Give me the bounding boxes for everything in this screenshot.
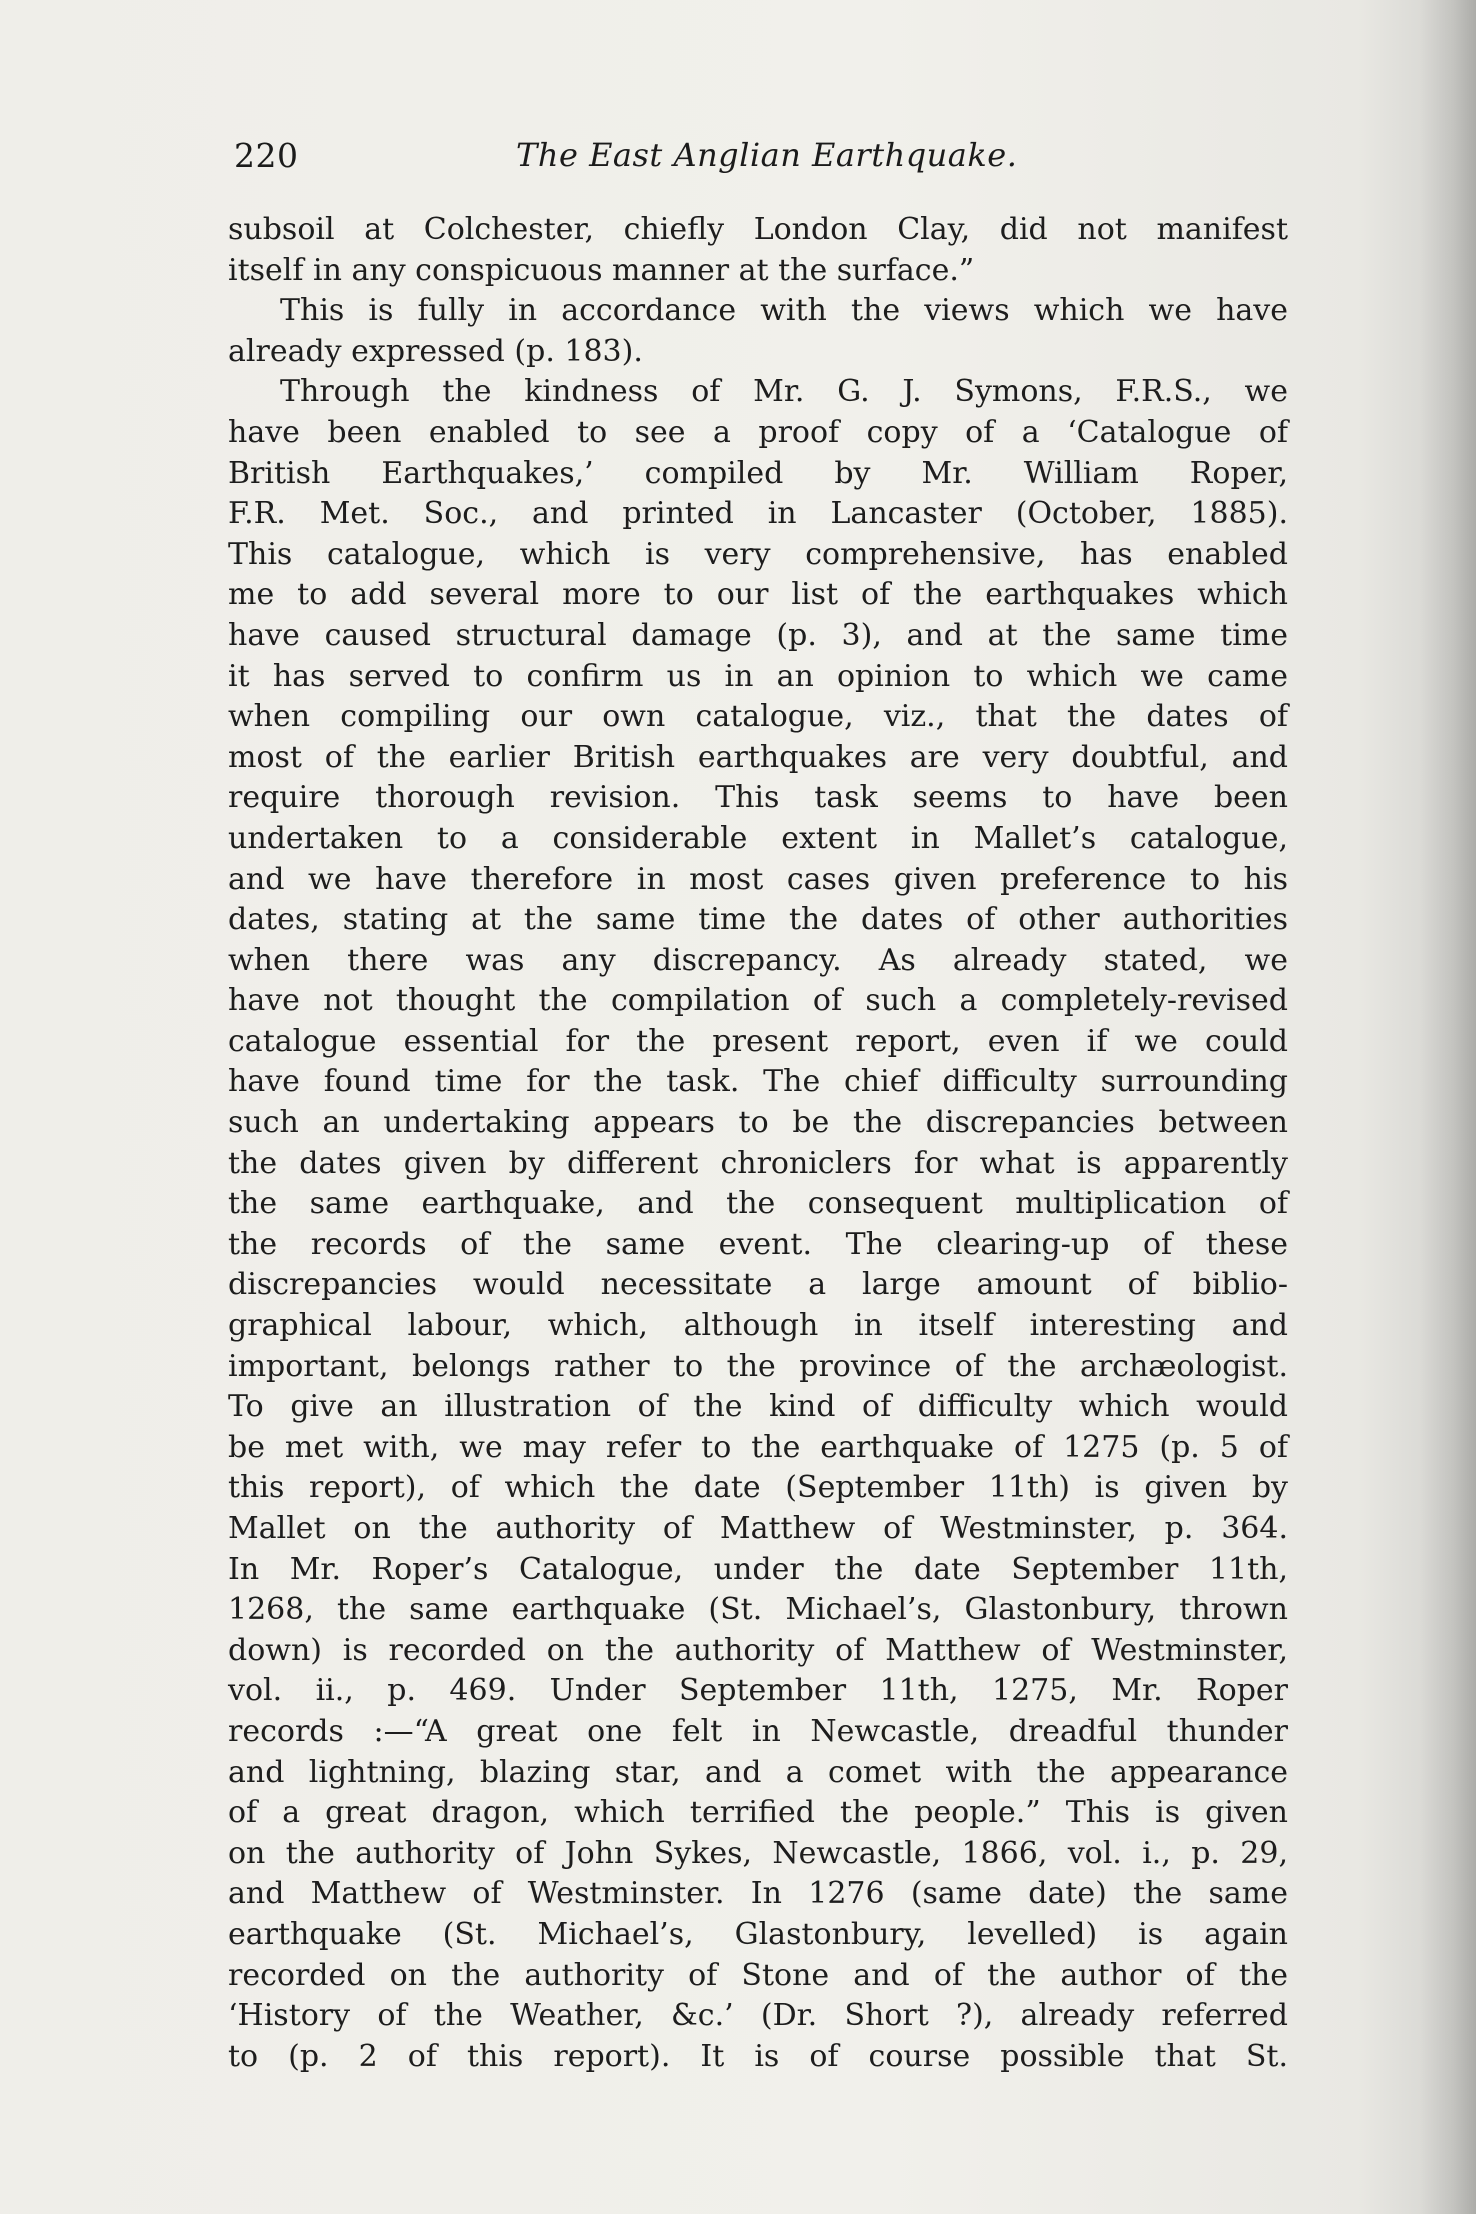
text-line: vol. ii., p. 469. Under September 11th, 1275, Mr. Roper — [228, 1673, 1288, 1709]
text-line: have not thought the compilation of such a completely-revised — [228, 983, 1288, 1019]
page-number: 220 — [234, 136, 299, 175]
text-line: to (p. 2 of this report). It is of course possible that St. — [228, 2038, 1288, 2074]
text-line: down) is recorded on the authority of Matthew of Westminster, — [228, 1632, 1288, 1668]
body-text — [228, 210, 1288, 2077]
text-line: already expressed (p. 183). — [228, 333, 643, 369]
text-line: Through the kindness of Mr. G. J. Symons, F.R.S., we — [280, 374, 1288, 410]
text-line: 1268, the same earthquake (St. Michael’s, Glastonbury, thrown — [228, 1592, 1288, 1628]
text-line: records :—“A great one felt in Newcastle, dreadful thunder — [228, 1713, 1288, 1749]
text-line: me to add several more to our list of the earthquakes which — [228, 577, 1288, 613]
text-line: of a great dragon, which terrified the people.” This is given — [228, 1795, 1288, 1831]
text-line: such an undertaking appears to be the discrepancies between — [228, 1105, 1288, 1141]
text-line: earthquake (St. Michael’s, Glastonbury, levelled) is again — [228, 1916, 1288, 1952]
text-line: dates, stating at the same time the dates of other authorities — [228, 902, 1288, 938]
text-line: and lightning, blazing star, and a comet with the appearance — [228, 1754, 1288, 1790]
text-line: it has served to confirm us in an opinion to which we came — [228, 658, 1288, 694]
text-line: important, belongs rather to the province of the archæologist. — [228, 1348, 1288, 1384]
text-line: British Earthquakes,’ compiled by Mr. William Roper, — [228, 455, 1288, 491]
text-line: require thorough revision. This task seems to have been — [228, 780, 1288, 816]
text-line: This is fully in accordance with the views which we have — [280, 293, 1288, 329]
text-line: subsoil at Colchester, chiefly London Clay, did not manifest — [228, 212, 1288, 247]
text-line: graphical labour, which, although in itself interesting and — [228, 1308, 1288, 1344]
text-line: have found time for the task. The chief difficulty surrounding — [228, 1064, 1288, 1100]
text-line: This catalogue, which is very comprehensive, has enabled — [228, 536, 1288, 572]
text-line: Mallet on the authority of Matthew of Westminster, p. 364. — [228, 1511, 1288, 1546]
text-line: recorded on the authority of Stone and of the author of the — [228, 1957, 1288, 1993]
text-line: undertaken to a considerable extent in Mallet’s catalogue, — [228, 820, 1288, 856]
text-line: and Matthew of Westminster. In 1276 (same date) the same — [228, 1876, 1288, 1912]
text-line: when there was any discrepancy. As already stated, we — [228, 942, 1288, 978]
page-header — [234, 132, 1286, 188]
text-line: To give an illustration of the kind of difficulty which would — [228, 1389, 1288, 1425]
text-line: the records of the same event. The clearing-up of these — [228, 1226, 1288, 1262]
text-line: this report), of which the date (September 11th) is given by — [228, 1470, 1288, 1506]
text-line: ‘History of the Weather, &c.’ (Dr. Short ?), already referred — [228, 1998, 1288, 2034]
text-line: when compiling our own catalogue, viz., that the dates of — [228, 699, 1288, 735]
text-line: have been enabled to see a proof copy of a ‘Catalogue of — [228, 414, 1288, 450]
text-line: the dates given by different chroniclers for what is apparently — [228, 1145, 1288, 1181]
text-line: most of the earlier British earthquakes are very doubtful, and — [228, 739, 1288, 775]
text-line: on the authority of John Sykes, Newcastle, 1866, vol. i., p. 29, — [228, 1835, 1288, 1871]
text-line: catalogue essential for the present report, even if we could — [228, 1023, 1288, 1059]
text-line: F.R. Met. Soc., and printed in Lancaster (October, 1885). — [228, 496, 1288, 532]
binding-gutter-shadow — [1420, 0, 1476, 2214]
text-line: In Mr. Roper’s Catalogue, under the date September 11th, — [228, 1551, 1288, 1587]
text-line: the same earthquake, and the consequent multiplication of — [228, 1186, 1288, 1222]
text-line: discrepancies would necessitate a large amount of biblio- — [228, 1267, 1288, 1303]
text-line: itself in any conspicuous manner at the surface.” — [228, 252, 975, 288]
running-title: The East Anglian Earthquake. — [516, 136, 1018, 174]
text-line: be met with, we may refer to the earthquake of 1275 (p. 5 of — [228, 1429, 1288, 1465]
text-line: have caused structural damage (p. 3), and at the same time — [228, 617, 1288, 653]
text-line: and we have therefore in most cases given preference to his — [228, 861, 1288, 897]
